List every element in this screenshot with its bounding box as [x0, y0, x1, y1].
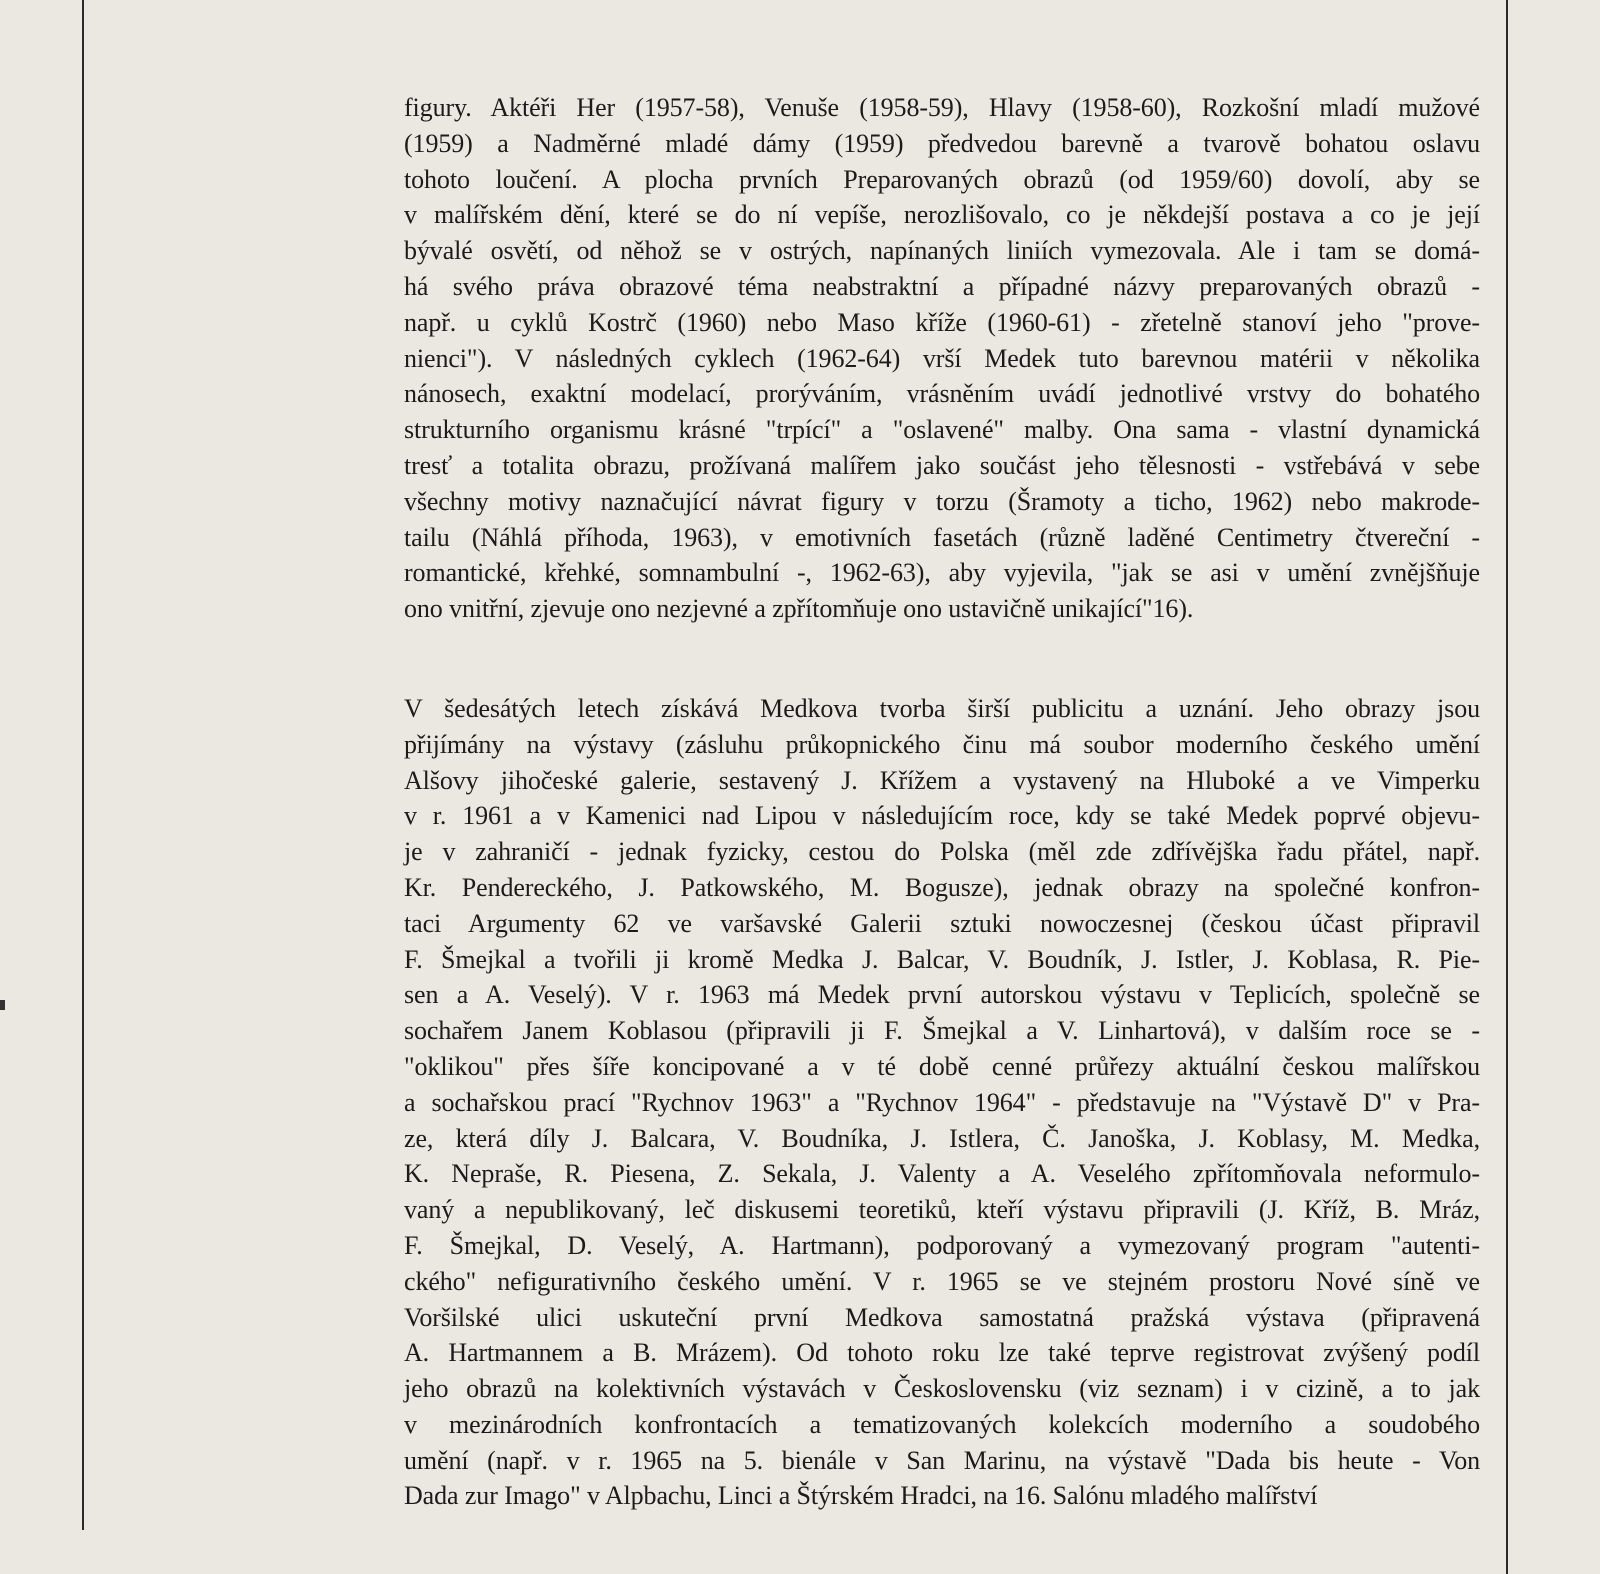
- right-margin-rule: [1506, 0, 1508, 1574]
- text-line: tohoto loučení. A plocha prvních Preparovaných obrazů (od 1959/60) dovolí, aby se: [404, 164, 1480, 194]
- paragraph-gap: [404, 627, 1480, 691]
- text-line: (1959) a Nadměrné mladé dámy (1959) předvedou barevně a tvarově bohatou oslavu: [404, 128, 1480, 158]
- text-line: je v zahraničí - jednak fyzicky, cestou do Polska (měl zde zdřívějška řadu přátel, např.: [404, 837, 1480, 867]
- text-line: "oklikou" přes šíře koncipované a v té době cenné průřezy aktuální českou malířskou: [404, 1051, 1480, 1081]
- text-line: Alšovy jihočeské galerie, sestavený J. Křížem a vystavený na Hluboké a ve Vimperku: [404, 765, 1480, 795]
- text-line: Voršilské ulici uskuteční první Medkova samostatná pražská výstava (připravená: [404, 1302, 1480, 1332]
- text-line: vaný a nepublikovaný, leč diskusemi teoretiků, kteří výstavu připravili (J. Kříž, B. Mráz,: [404, 1195, 1480, 1225]
- edge-mark: [0, 1000, 5, 1010]
- text-line: ckého" nefigurativního českého umění. V r. 1965 se ve stejném prostoru Nové síně ve: [404, 1266, 1480, 1296]
- text-line: nienci"). V následných cyklech (1962-64) vrší Medek tuto barevnou matérii v několika: [404, 343, 1480, 373]
- text-line: taci Argumenty 62 ve varšavské Galerii sztuki nowoczesnej (českou účast připravil: [404, 908, 1480, 938]
- text-line: v malířském dění, které se do ní vepíše, nerozlišovalo, co je někdejší postava a co je její: [404, 200, 1480, 230]
- text-line: bývalé osvětí, od něhož se v ostrých, napínaných liniích vymezovala. Ale i tam se domá-: [404, 236, 1480, 266]
- text-line: Kr. Pendereckého, J. Patkowského, M. Bogusze), jednak obrazy na společné konfron-: [404, 872, 1480, 902]
- text-line: ono vnitřní, zjevuje ono nezjevné a zpřítomňuje ono ustavičně unikající"16).: [404, 594, 1194, 624]
- text-line: há svého práva obrazové téma neabstraktní a případné názvy preparovaných obrazů -: [404, 271, 1480, 301]
- text-line: ze, která díly J. Balcara, V. Boudníka, J. Istlera, Č. Janoška, J. Koblasy, M. Medka,: [404, 1123, 1480, 1153]
- text-line: K. Nepraše, R. Piesena, Z. Sekala, J. Valenty a A. Veselého zpřítomňovala neformulo-: [404, 1159, 1480, 1189]
- text-line: v mezinárodních konfrontacích a tematizovaných kolekcích moderního a soudobého: [404, 1409, 1480, 1439]
- text-line: strukturního organismu krásné "trpící" a "oslavené" malby. Ona sama - vlastní dynamická: [404, 415, 1480, 445]
- text-line: V šedesátých letech získává Medkova tvorba širší publicitu a uznání. Jeho obrazy jsou: [404, 693, 1480, 723]
- left-margin-rule: [82, 0, 84, 1530]
- text-column: [404, 90, 1480, 1514]
- text-line: F. Šmejkal, D. Veselý, A. Hartmann), podporovaný a vymezovaný program "autenti-: [404, 1230, 1480, 1260]
- text-line: např. u cyklů Kostrč (1960) nebo Maso kříže (1960-61) - zřetelně stanoví jeho "prove-: [404, 307, 1480, 337]
- paragraph-1: [404, 90, 1480, 627]
- text-line: tresť a totalita obrazu, prožívaná malířem jako součást jeho tělesnosti - vstřebává v sebe: [404, 450, 1480, 480]
- text-line: F. Šmejkal a tvořili ji kromě Medka J. Balcar, V. Boudník, J. Istler, J. Koblasa, R. Pie-: [404, 944, 1480, 974]
- text-line: v r. 1961 a v Kamenici nad Lipou v následujícím roce, kdy se také Medek poprvé objevu-: [404, 801, 1480, 831]
- text-line: sochařem Janem Koblasou (připravili ji F. Šmejkal a V. Linhartová), v dalším roce se -: [404, 1016, 1480, 1046]
- text-line: přijímány na výstavy (zásluhu průkopnického činu má soubor moderního českého umění: [404, 729, 1480, 759]
- text-line: figury. Aktéři Her (1957-58), Venuše (1958-59), Hlavy (1958-60), Rozkošní mladí mužové: [404, 93, 1480, 122]
- text-line: tailu (Náhlá příhoda, 1963), v emotivních fasetách (různě laděné Centimetry čtvereční -: [404, 522, 1480, 552]
- text-line: Dada zur Imago" v Alpbachu, Linci a Štýrském Hradci, na 16. Salónu mladého malířství: [404, 1481, 1318, 1511]
- text-line: sen a A. Veselý). V r. 1963 má Medek první autorskou výstavu v Teplicích, společně se: [404, 980, 1480, 1010]
- text-line: A. Hartmannem a B. Mrázem). Od tohoto roku lze také teprve registrovat zvýšený podíl: [404, 1338, 1480, 1368]
- text-line: umění (např. v r. 1965 na 5. bienále v San Marinu, na výstavě "Dada bis heute - Von: [404, 1445, 1480, 1475]
- text-line: nánosech, exaktní modelací, prorýváním, vrásněním uvádí jednotlivé vrstvy do bohatého: [404, 379, 1480, 409]
- paragraph-2: [404, 691, 1480, 1514]
- text-line: a sochařskou prací "Rychnov 1963" a "Rychnov 1964" - představuje na "Výstavě D" v Pra-: [404, 1087, 1480, 1117]
- text-line: romantické, křehké, somnambulní -, 1962-63), aby vyjevila, "jak se asi v umění zvnějšňuje: [404, 558, 1480, 588]
- text-line: jeho obrazů na kolektivních výstavách v Československu (viz seznam) i v cizině, a to jak: [404, 1374, 1480, 1404]
- text-line: všechny motivy naznačující návrat figury v torzu (Šramoty a ticho, 1962) nebo makrode-: [404, 486, 1480, 516]
